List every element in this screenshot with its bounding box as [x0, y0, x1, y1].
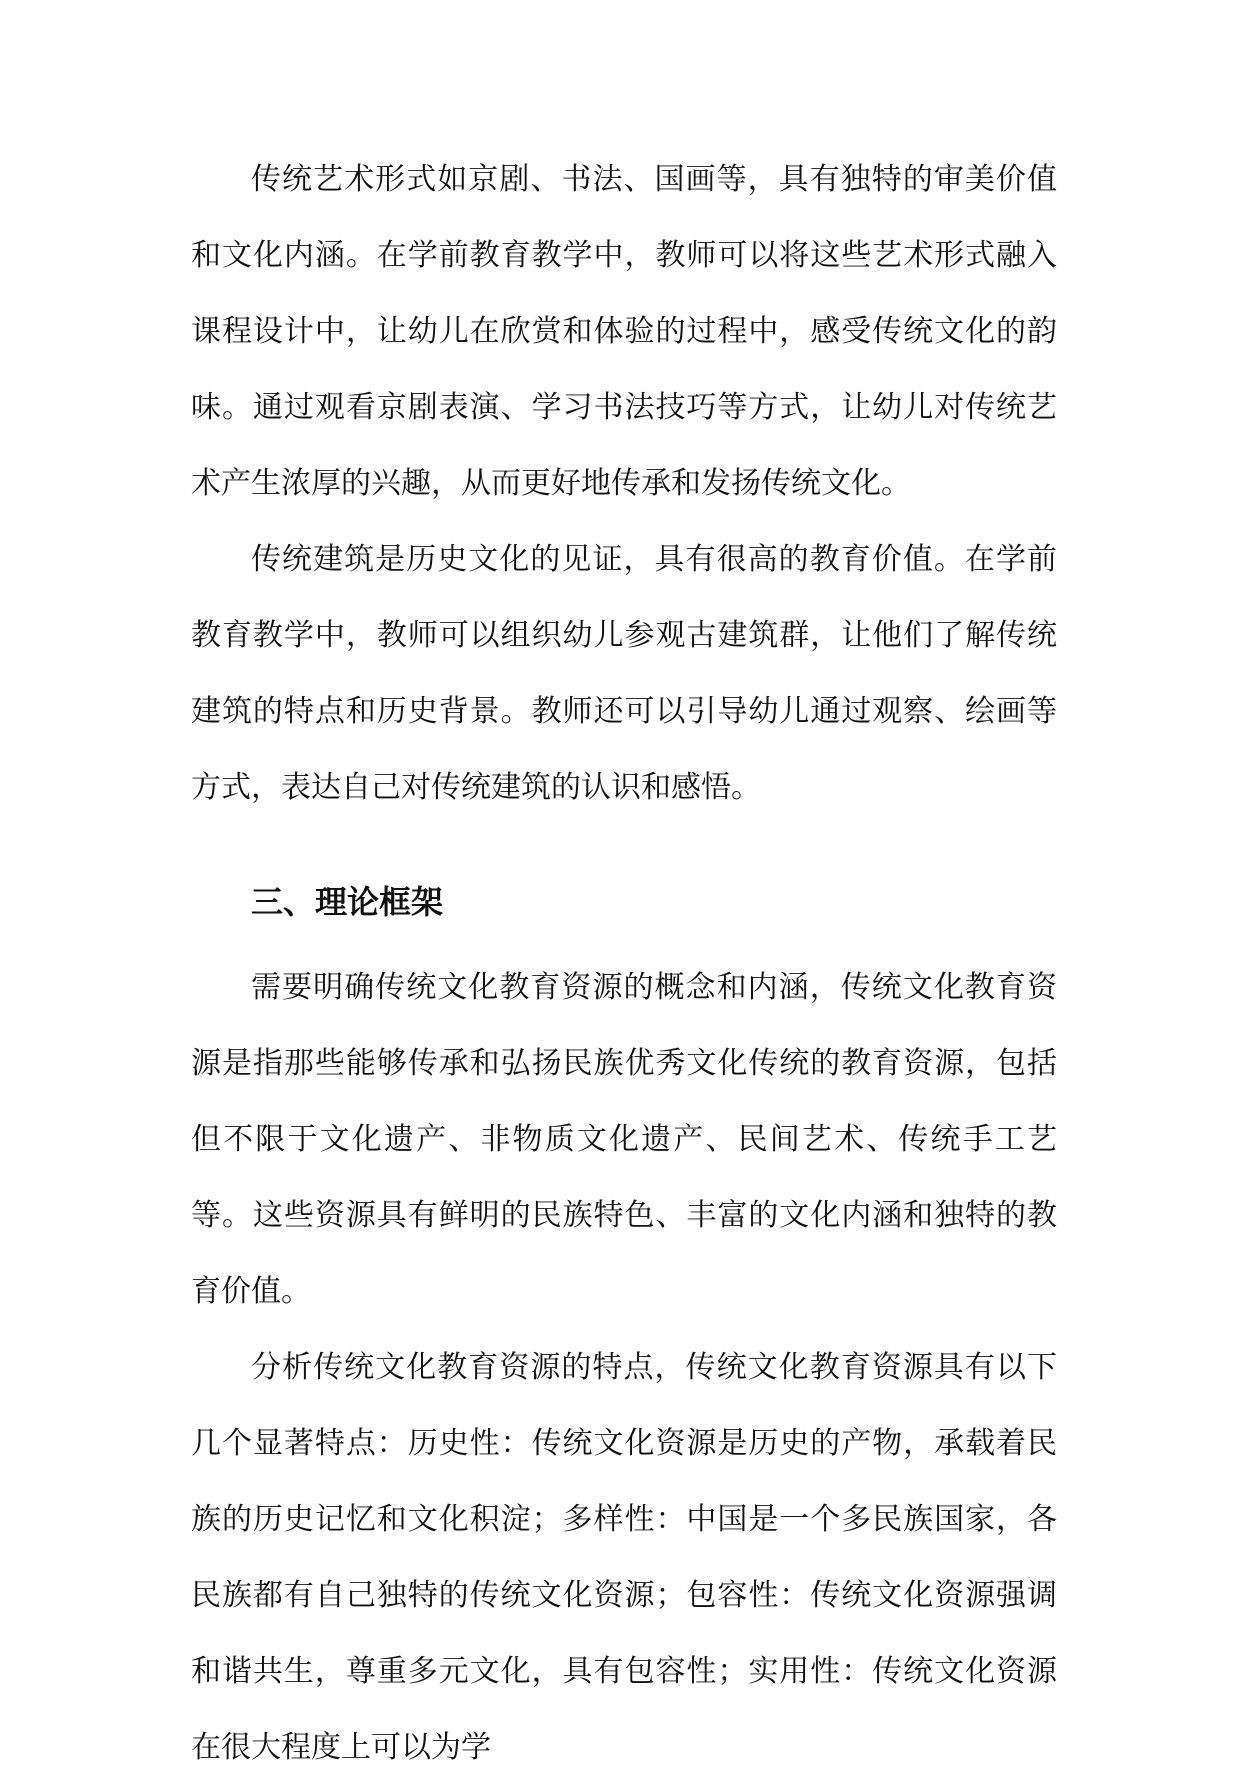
spacer: [191, 940, 1057, 950]
paragraph-traditional-arts: 传统艺术形式如京剧、书法、国画等，具有独特的审美价值和文化内涵。在学前教育教学中，教师可以将这些艺术形式融入课程设计中，让幼儿在欣赏和体验的过程中，感受传统文化的韵味。通过观看京剧表演、学习书法技巧等方式，让幼儿对传统艺术产生浓厚的兴趣，从而更好地传承和发扬传统文化。: [191, 162, 1057, 501]
paragraph-resource-features: 分析传统文化教育资源的特点，传统文化教育资源具有以下几个显著特点：历史性：传统文化资源是历史的产物，承载着民族的历史记忆和文化积淀；多样性：中国是一个多民族国家，各民族都有自己独特的传统文化资源；包容性：传统文化资源强调和谐共生，尊重多元文化，具有包容性；实用性：传统文化资源在很大程度上可以为学: [191, 1350, 1057, 1765]
page-body: [191, 142, 1057, 1786]
paragraph-resource-concept: 需要明确传统文化教育资源的概念和内涵，传统文化教育资源是指那些能够传承和弘扬民族优秀文化传统的教育资源，包括但不限于文化遗产、非物质文化遗产、民间艺术、传统手工艺等。这些资源具有鲜明的民族特色、丰富的文化内涵和独特的教育价值。: [191, 970, 1057, 1309]
section-heading: 三、理论框架: [251, 883, 444, 921]
paragraph-traditional-architecture: 传统建筑是历史文化的见证，具有很高的教育价值。在学前教育教学中，教师可以组织幼儿参观古建筑群，让他们了解传统建筑的特点和历史背景。教师还可以引导幼儿通过观察、绘画等方式，表达自己对传统建筑的认识和感悟。: [191, 542, 1057, 805]
spacer: [191, 826, 1057, 864]
